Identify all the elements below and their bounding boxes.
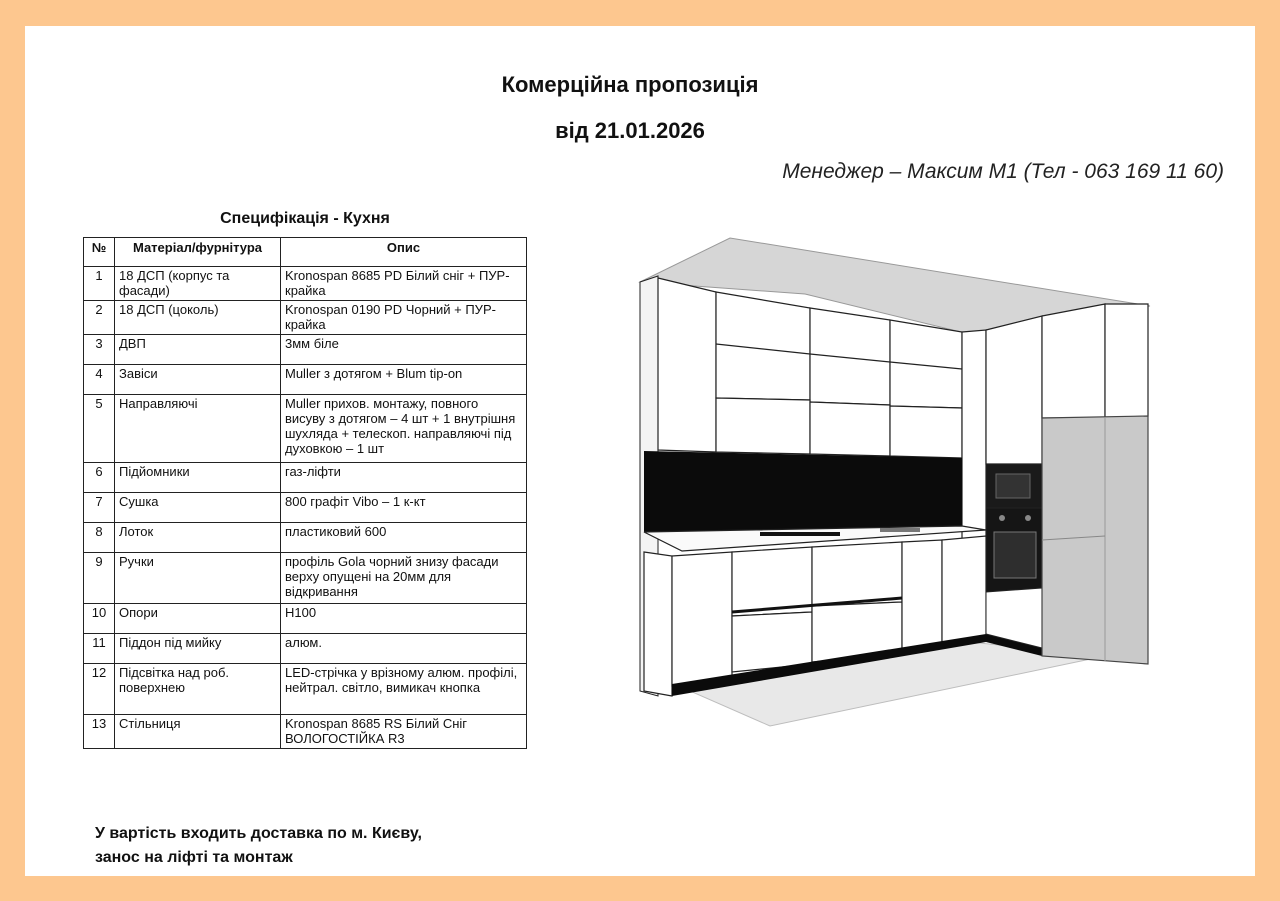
delivery-note-line1: У вартість входить доставка по м. Києву,	[95, 825, 422, 842]
hob-icon	[760, 532, 840, 536]
row-material: Підсвітка над роб. поверхнею	[115, 664, 281, 715]
row-description: профіль Gola чорний знизу фасади верху опущені на 20мм для відкривання	[281, 553, 527, 604]
row-number: 4	[84, 365, 115, 395]
row-material: Опори	[115, 604, 281, 634]
table-row	[84, 664, 527, 715]
row-material: ДВП	[115, 335, 281, 365]
table-row	[84, 634, 527, 664]
row-number: 6	[84, 463, 115, 493]
column-header-description: Опис	[281, 238, 527, 267]
fridge	[1042, 416, 1148, 664]
row-number: 5	[84, 395, 115, 463]
spec-table	[83, 237, 527, 749]
row-number: 10	[84, 604, 115, 634]
row-description: газ-ліфти	[281, 463, 527, 493]
row-number: 8	[84, 523, 115, 553]
row-material: Ручки	[115, 553, 281, 604]
row-number: 2	[84, 301, 115, 335]
row-number: 13	[84, 715, 115, 749]
row-description: Kronospan 8685 RS Білий Сніг ВОЛОГОСТІЙКА R3	[281, 715, 527, 749]
sink-icon	[880, 528, 920, 532]
row-number: 11	[84, 634, 115, 664]
row-material: 18 ДСП (цоколь)	[115, 301, 281, 335]
column-header-material: Матеріал/фурнітура	[115, 238, 281, 267]
delivery-note-line2: занос на ліфті та монтаж	[95, 849, 293, 866]
backsplash	[644, 451, 962, 532]
table-row	[84, 553, 527, 604]
row-description: Kronospan 8685 PD Білий сніг + ПУР-крайка	[281, 267, 527, 301]
page-title: Комерційна пропозиція	[501, 72, 759, 97]
row-material: Направляючі	[115, 395, 281, 463]
row-number: 7	[84, 493, 115, 523]
offer-date: від 21.01.2026	[555, 118, 705, 143]
row-description: Kronospan 0190 PD Чорний + ПУР-крайка	[281, 301, 527, 335]
row-description: пластиковий 600	[281, 523, 527, 553]
row-material: Стільниця	[115, 715, 281, 749]
row-material: Лоток	[115, 523, 281, 553]
table-row	[84, 365, 527, 395]
row-description: 3мм біле	[281, 335, 527, 365]
table-row	[84, 715, 527, 749]
row-description: Н100	[281, 604, 527, 634]
row-material: Піддон під мийку	[115, 634, 281, 664]
table-row	[84, 463, 527, 493]
table-row	[84, 523, 527, 553]
row-description: Muller з дотягом + Blum tip-on	[281, 365, 527, 395]
delivery-note	[95, 822, 422, 870]
row-description: алюм.	[281, 634, 527, 664]
row-material: Завіси	[115, 365, 281, 395]
row-material: Сушка	[115, 493, 281, 523]
row-number: 12	[84, 664, 115, 715]
row-material: Підйомники	[115, 463, 281, 493]
table-row	[84, 604, 527, 634]
table-row	[84, 335, 527, 365]
spec-header-row	[84, 238, 527, 267]
table-row	[84, 395, 527, 463]
row-description: LED-стрічка у врізному алюм. профілі, нейтрал. світло, вимикач кнопка	[281, 664, 527, 715]
row-number: 1	[84, 267, 115, 301]
row-description: Muller прихов. монтажу, повного висуву з дотягом – 4 шт + 1 внутрішня шухляда + телескоп. направляючі під духовкою – 1 шт	[281, 395, 527, 463]
manager-contact: Менеджер – Максим М1 (Тел - 063 169 11 60)	[782, 160, 1224, 183]
row-description: 800 графіт Vibo – 1 к-кт	[281, 493, 527, 523]
row-number: 3	[84, 335, 115, 365]
table-row	[84, 267, 527, 301]
spec-title: Специфікація - Кухня	[220, 210, 390, 227]
row-number: 9	[84, 553, 115, 604]
kitchen-render	[630, 236, 1160, 731]
row-material: 18 ДСП (корпус та фасади)	[115, 267, 281, 301]
table-row	[84, 493, 527, 523]
table-row	[84, 301, 527, 335]
column-header-number: №	[84, 238, 115, 267]
